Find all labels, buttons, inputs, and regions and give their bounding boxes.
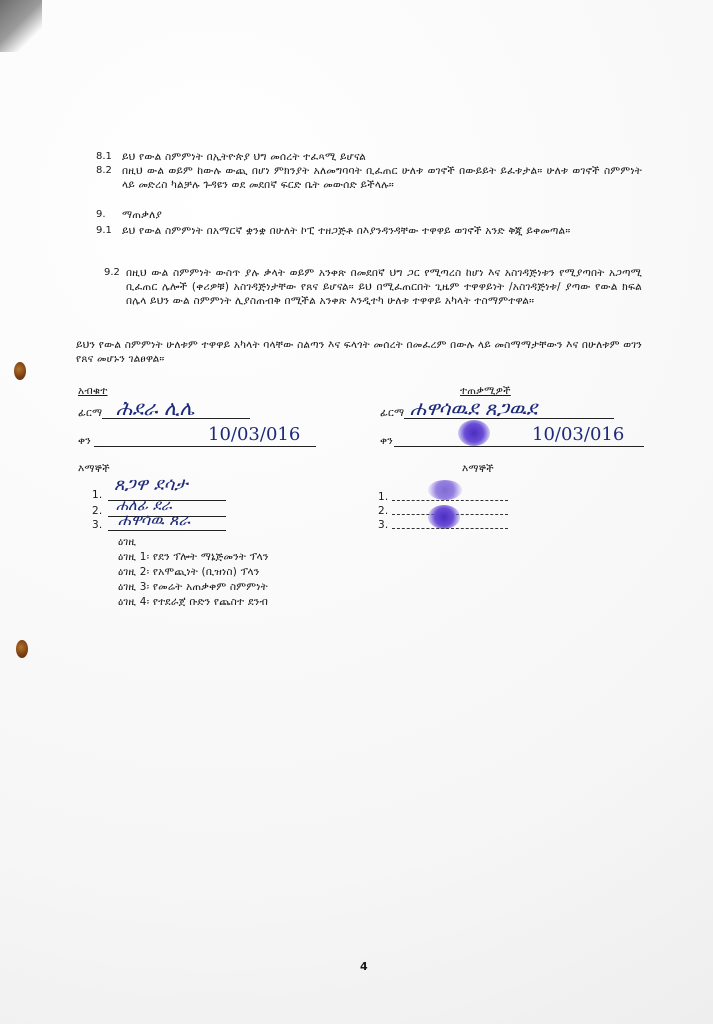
left-signature: ሕደራ ሊሌ — [116, 396, 195, 420]
signature-label: ፊርማ — [380, 407, 405, 419]
punch-hole-top — [14, 362, 26, 380]
witness-line — [108, 530, 226, 531]
punch-hole-bottom — [16, 640, 28, 658]
date-label: ቀን — [78, 435, 91, 447]
witness-signature: ጸጋዋ ደሳታ — [114, 474, 188, 495]
witness-number: 3. — [92, 519, 103, 531]
date-line — [394, 446, 644, 447]
witness-number: 2. — [378, 505, 389, 517]
witness-number: 1. — [92, 489, 103, 501]
page-number: 4 — [360, 960, 368, 973]
witness-line — [392, 528, 508, 529]
signature-label: ፊርማ — [78, 407, 103, 419]
date-line — [94, 446, 316, 447]
right-date: 10/03/016 — [532, 424, 625, 445]
date-label: ቀን — [380, 435, 393, 447]
clause-text: ይህ የውል ስምምነት በኢትዮጵያ ህግ መሰረት ተፈጻሚ ይሆናል — [122, 151, 366, 163]
witness-signature: ሐዋሳዉ ጸራ — [118, 510, 191, 529]
witness-number: 1. — [378, 491, 389, 503]
attachment-item: ዕገዚ 1፡ የደን ፕሎት ማኔጅመንት ፕላን — [118, 551, 269, 563]
scan-shadow — [0, 0, 42, 52]
right-signature: ሐዋሳዉደ ጸጋዉደ — [410, 396, 538, 420]
closing-statement: ይህን የውል ስምምነት ሁለቱም ተዋዋይ አካላት ባላቸው ስልጣን እና ፍላጎት መሰረት በመፈረም በውሉ ላይ መስማማታቸውን እና በሁለቱም ወገን የጸና መሆኑን ገልፀዋል። — [76, 339, 642, 365]
clause-number: 8.2 — [96, 165, 112, 176]
attachments-heading: ዕገዚ — [118, 536, 137, 548]
attachment-item: ዕገዚ 2፡ የአሞጪነት (ቢዝነስ) ፕላን — [118, 566, 260, 578]
section-heading: ማጠቃለያ — [122, 209, 163, 221]
clause-text: በዚህ ውል ስምምነት ውስጥ ያሉ ቃላት ወይም አንቀጽ በመደበኛ ህግ ጋር የሚጣረስ ከሆነ እና አስገዳጅነቱን የሚያጣበት አጋጣሚ ቢፈጠር ሌሎች (ቀሪዎቹ) አስገዳጅነታቸው የጸና ይሆናል። ይህ በሚፈጠርበት ጊዜም ተዋዋይነት /አስገዳጅነቱ/ ያጣው የውል ክፍል በሌላ ይህን ውል ስምምነት ሊያስጠብቅ በሚችል አንቀጽ እንዲተካ ሁለቱ ተዋዋይ አካላት ተስማምተዋል። — [126, 267, 642, 307]
fingerprint-stamp — [428, 505, 460, 529]
clause-number: 9.1 — [96, 225, 112, 236]
witness-number: 3. — [378, 519, 389, 531]
clause-text: ይህ የውል ስምምነት በአማርኛ ቋንቋ በሁለት ኮፒ ተዘጋጅቶ በእያንዳንዳቸው ተዋዋይ ወገኖች አንድ ቅጂ ይቀመጣል። — [122, 225, 571, 237]
fingerprint-stamp — [458, 420, 490, 446]
clause-text: በዚህ ውል ወይም ከውሉ ውጪ በሆነ ምክንያት አለመግባባት ቢፈጠር ሁለቱ ወገኖች በውይይት ይፈቱታል። ሁለቱ ወገኖች ስምምነት ላይ መድረስ ካልቻሉ ጉዳዩን ወደ መደበኛ ፍርድ ቤት መውሰድ ይችላሉ። — [122, 165, 642, 191]
left-party-heading: አብቁተ — [78, 385, 108, 397]
witnesses-heading: እማኞች — [78, 463, 110, 475]
witness-line — [392, 500, 508, 501]
clause-number: 9. — [96, 209, 106, 220]
fingerprint-stamp — [428, 480, 462, 500]
witness-signature: ሐለፊ ደራ — [116, 496, 172, 514]
right-party-heading: ተጠቃሚዎች — [460, 385, 511, 397]
witness-number: 2. — [92, 505, 103, 517]
witnesses-heading: እማኞች — [462, 463, 494, 475]
clause-number: 9.2 — [104, 267, 120, 278]
attachment-item: ዕገዚ 4፡ የተደራጀ ቡድን የጨስተ ደንብ — [118, 596, 269, 608]
attachment-item: ዕገዚ 3፡ የመሬት አጠቃቀም ስምምነት — [118, 581, 268, 593]
clause-number: 8.1 — [96, 151, 112, 162]
left-date: 10/03/016 — [208, 424, 301, 445]
